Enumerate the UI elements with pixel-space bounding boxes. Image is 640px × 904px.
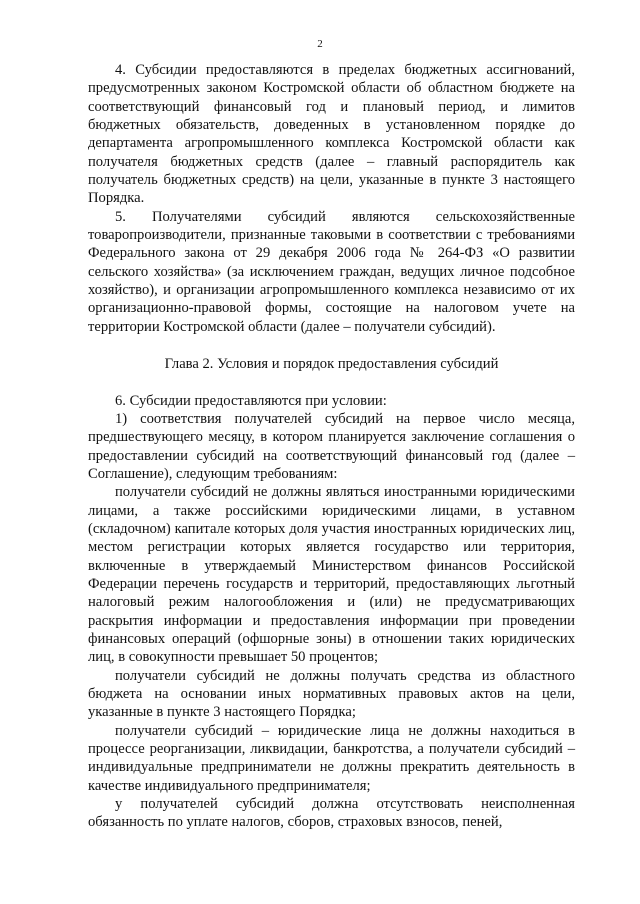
requirement-tax-debts: у получателей субсидий должна отсутствовать неисполненная обязанность по уплате налогов, сборов, страховых взносов, пеней, — [88, 796, 575, 831]
paragraph-4: 4. Субсидии предоставляются в пределах бюджетных ассигнований, предусмотренных законом Костромской области об областном бюджете на соответствующий финансовый год и плановый период, и лимитов бюджетных обязательств, доведенных в установленном порядке до департамента агропромышленного комплекса Костромской области как получателя бюджетных средств (далее – главный распорядитель как получатель бюджетных средств) на цели, указанные в пункте 3 настоящего Порядка. — [88, 62, 575, 207]
requirement-foreign-entities: получатели субсидий не должны являться иностранными юридическими лицами, а также российскими юридическими лицами, в уставном (складочном) капитале которых доля участия иностранных юридических лиц, местом регистрации которых является государство или территория, включенные в утверждаемый Министерством финансов Российской Федерации перечень государств и территорий, предоставляющих льготный налоговый режим налогообложения и (или) не предусматривающих раскрытия информации и предоставления информации при проведении финансовых операций (офшорные зоны) в отношении таких юридических лиц, в совокупности превышает 50 процентов; — [88, 484, 575, 666]
requirement-reorganization: получатели субсидий – юридические лица не должны находиться в процессе реорганизации, ликвидации, банкротства, а получатели субсидий – индивидуальные предприниматели не должны прекратить деятельность в качестве индивидуального предпринимателя; — [88, 722, 575, 794]
paragraph-5: 5. Получателями субсидий являются сельскохозяйственные товаропроизводители, признанные таковыми в соответствии с требованиями Федерального закона от 29 декабря 2006 года № 264-ФЗ «О развитии сельского хозяйства» (за исключением граждан, ведущих личное подсобное хозяйство), и организации агропромышленного комплекса независимо от их организационно-правовой формы, состоящие на налоговом учете на территории Костромской области (далее – получатели субсидий). — [88, 208, 575, 335]
chapter-heading: Глава 2. Условия и порядок предоставления субсидий — [164, 356, 499, 373]
page-number: 2 — [317, 38, 323, 50]
paragraph-6: 6. Субсидии предоставляются при условии: — [115, 392, 387, 409]
subparagraph-1: 1) соответствия получателей субсидий на первое число месяца, предшествующего месяцу, в котором планируется заключение соглашения о предоставлении субсидий на соответствующий финансовый год (далее – Соглашение), следующим требованиям: — [88, 410, 575, 482]
document-body — [88, 61, 575, 832]
requirement-other-funding: получатели субсидий не должны получать средства из областного бюджета на основании иных нормативных правовых актов на цели, указанные в пункте 3 настоящего Порядка; — [88, 667, 575, 721]
